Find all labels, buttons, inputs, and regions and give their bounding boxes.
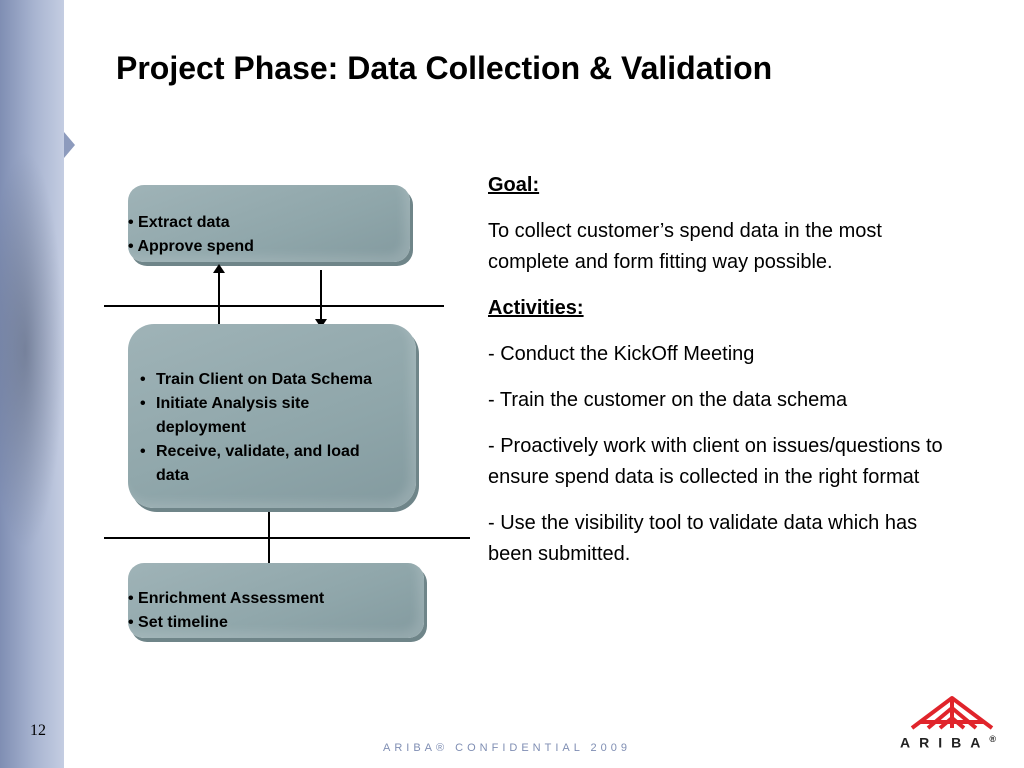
- logo-registered-mark: ®: [989, 734, 996, 744]
- top-box: [128, 185, 410, 262]
- sidebar-shade: [0, 150, 64, 550]
- bottom-box: [128, 563, 424, 638]
- divider-line-bottom: [104, 537, 470, 539]
- sidebar-notch-arrow: [64, 132, 75, 158]
- top-box-item: • Approve spend: [128, 238, 254, 255]
- activity-item: - Train the customer on the data schema: [488, 389, 848, 411]
- top-box-list: [128, 185, 410, 259]
- goal-text: To collect customer’s spend data in the most complete and form fitting way possible.: [488, 220, 882, 273]
- goal-heading: Goal:: [488, 174, 540, 196]
- page-number: 12: [30, 722, 46, 739]
- middle-box-item: • Train Client on Data Schema: [128, 368, 396, 392]
- activity-item: - Proactively work with client on issues/questions to ensure spend data is collected in the right format: [488, 435, 943, 488]
- logo-text: ARIBA: [900, 734, 990, 751]
- slide-title: Project Phase: Data Collection & Validation: [116, 50, 773, 86]
- divider-line-top: [104, 305, 444, 307]
- bottom-box-list: [128, 563, 424, 635]
- activity-item: - Use the visibility tool to validate data which has been submitted.: [488, 512, 918, 565]
- bottom-box-item: • Set timeline: [128, 614, 228, 631]
- middle-box: [128, 324, 416, 508]
- ariba-logo: [900, 690, 1015, 750]
- middle-box-item: • Initiate Analysis site deployment: [128, 392, 396, 440]
- logo-wordmark: [900, 734, 1015, 751]
- middle-box-list: [128, 324, 416, 488]
- middle-box-item: • Receive, validate, and load data: [128, 440, 396, 488]
- arrow-up: [218, 272, 220, 324]
- ariba-logo-mark: [900, 690, 1015, 730]
- activities-heading: Activities:: [488, 297, 584, 319]
- bottom-box-item: • Enrichment Assessment: [128, 590, 325, 607]
- activity-item: - Conduct the KickOff Meeting: [488, 343, 755, 365]
- content-panel: [488, 170, 958, 585]
- sidebar-decoration: [0, 0, 64, 768]
- confidential-footer: ARIBA® CONFIDENTIAL 2009: [383, 742, 631, 754]
- top-box-item: • Extract data: [128, 214, 230, 231]
- arrow-down: [320, 270, 322, 320]
